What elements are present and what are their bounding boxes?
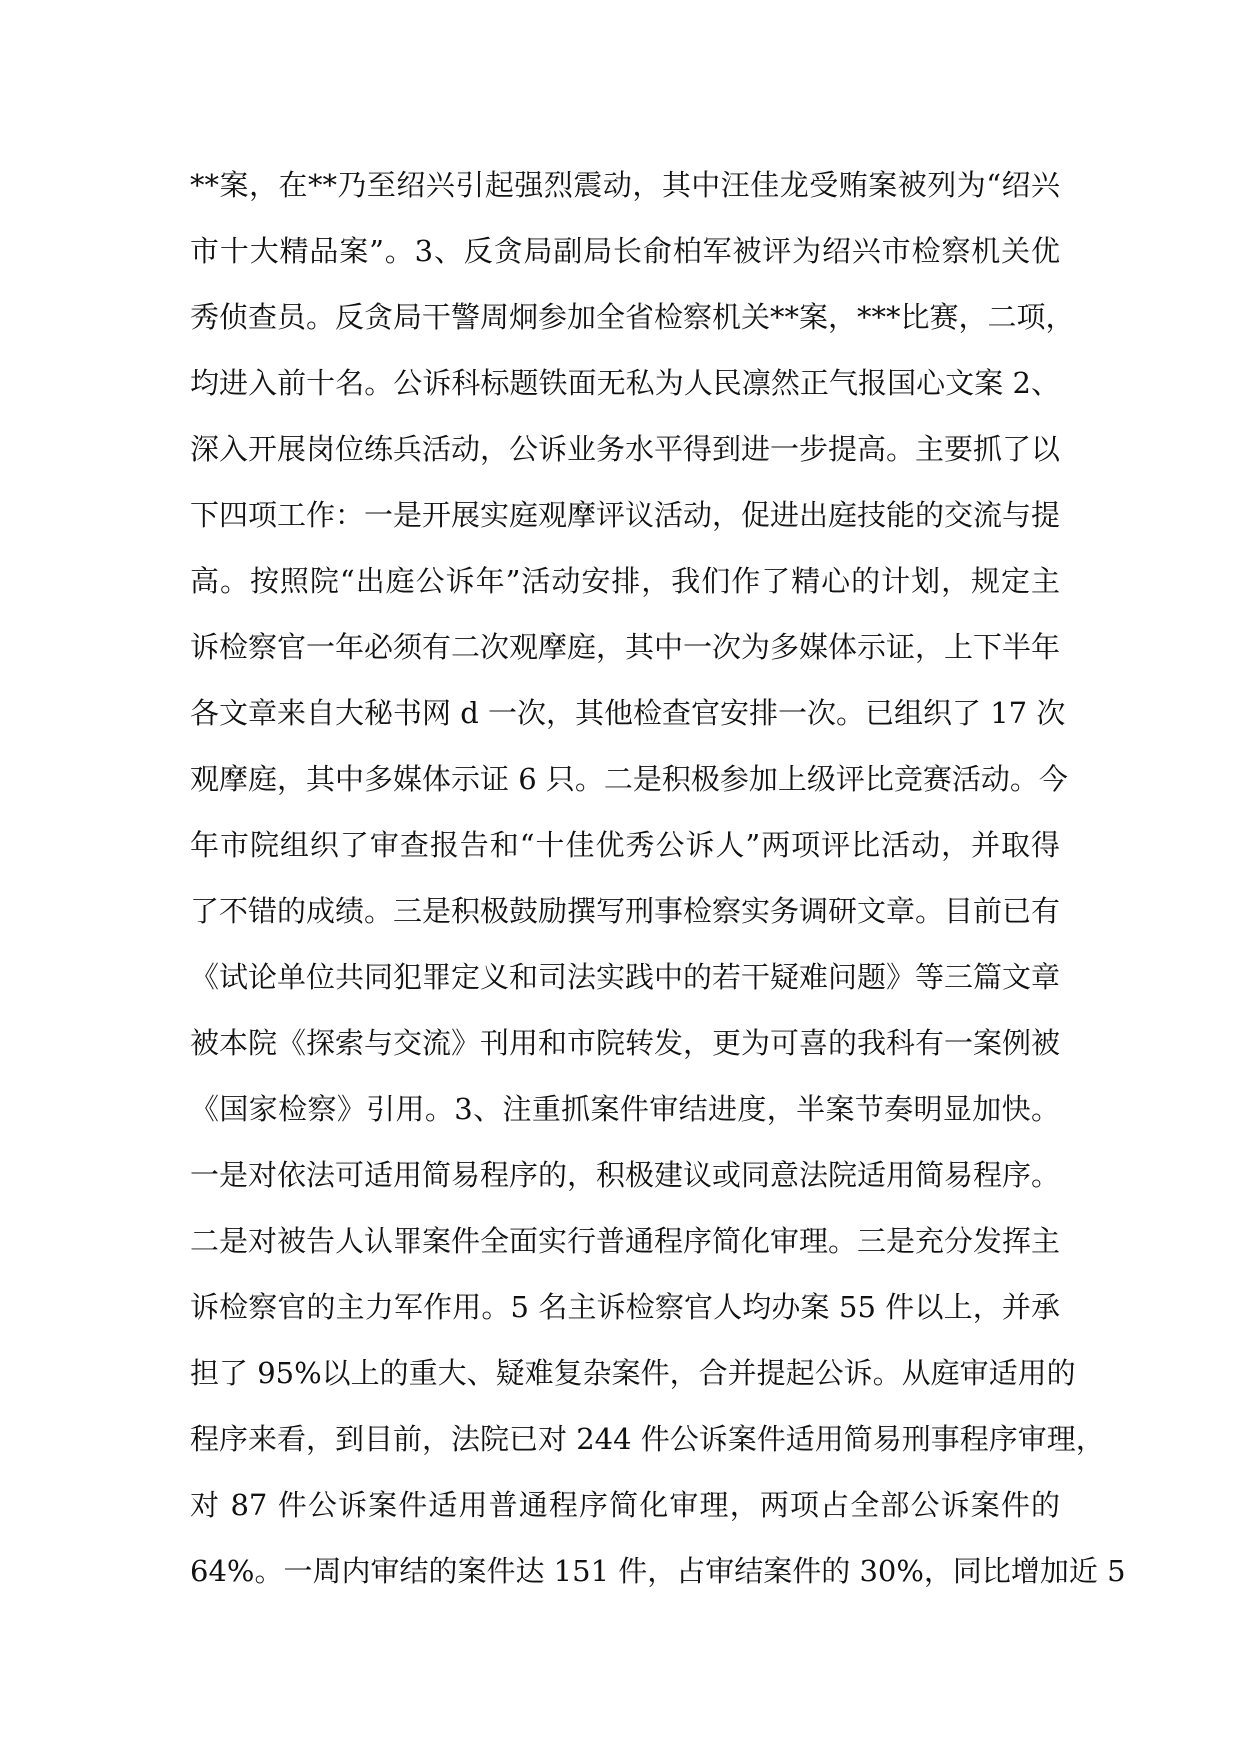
- text-line-19: 担了 95%以上的重大、疑难复杂案件，合并提起公诉。从庭审适用的: [190, 1356, 1076, 1390]
- text-line-2: 市十大精品案”。3、反贪局副局长俞柏军被评为绍兴市检察机关优: [190, 234, 1060, 268]
- text-line-21: 对 87 件公诉案件适用普通程序简化审理，两项占全部公诉案件的: [190, 1488, 1060, 1522]
- text-line-1: **案，在**乃至绍兴引起强烈震动，其中汪佳龙受贿案被列为“绍兴: [190, 168, 1060, 202]
- body-text: [190, 152, 1126, 1604]
- text-line-13: 《试论单位共同犯罪定义和司法实践中的若干疑难问题》等三篇文章: [190, 960, 1061, 994]
- text-line-6: 下四项工作：一是开展实庭观摩评议活动，促进出庭技能的交流与提: [190, 498, 1061, 532]
- text-line-3: 秀侦查员。反贪局干警周炯参加全省检察机关**案，***比赛，二项，: [190, 300, 1075, 334]
- text-line-20: 程序来看，到目前，法院已对 244 件公诉案件适用简易刑事程序审理，: [190, 1422, 1105, 1456]
- text-line-9: 各文章来自大秘书网 d 一次，其他检查官安排一次。已组织了 17 次: [190, 696, 1066, 730]
- text-line-10: 观摩庭，其中多媒体示证 6 只。二是积极参加上级评比竞赛活动。今: [190, 762, 1068, 796]
- text-line-5: 深入开展岗位练兵活动，公诉业务水平得到进一步提高。主要抓了以: [190, 432, 1061, 466]
- text-line-15: 《国家检察》引用。3、注重抓案件审结进度，半案节奏明显加快。: [190, 1092, 1060, 1126]
- text-line-4: 均进入前十名。公诉科标题铁面无私为人民凛然正气报国心文案 2、: [190, 366, 1060, 400]
- text-line-16: 一是对依法可适用简易程序的，积极建议或同意法院适用简易程序。: [190, 1158, 1061, 1192]
- text-line-17: 二是对被告人认罪案件全面实行普通程序简化审理。三是充分发挥主: [190, 1224, 1061, 1258]
- text-line-18: 诉检察官的主力军作用。5 名主诉检察官人均办案 55 件以上，并承: [190, 1290, 1060, 1324]
- text-line-12: 了不错的成绩。三是积极鼓励撰写刑事检察实务调研文章。目前已有: [190, 894, 1061, 928]
- text-line-11: 年市院组织了审查报告和“十佳优秀公诉人”两项评比活动，并取得: [190, 828, 1060, 862]
- text-line-8: 诉检察官一年必须有二次观摩庭，其中一次为多媒体示证，上下半年: [190, 630, 1061, 664]
- text-line-22: 64%。一周内审结的案件达 151 件，占审结案件的 30%，同比增加近 5: [190, 1554, 1126, 1588]
- text-line-14: 被本院《探索与交流》刊用和市院转发，更为可喜的我科有一案例被: [190, 1026, 1061, 1060]
- text-line-7: 高。按照院“出庭公诉年”活动安排，我们作了精心的计划，规定主: [190, 564, 1060, 598]
